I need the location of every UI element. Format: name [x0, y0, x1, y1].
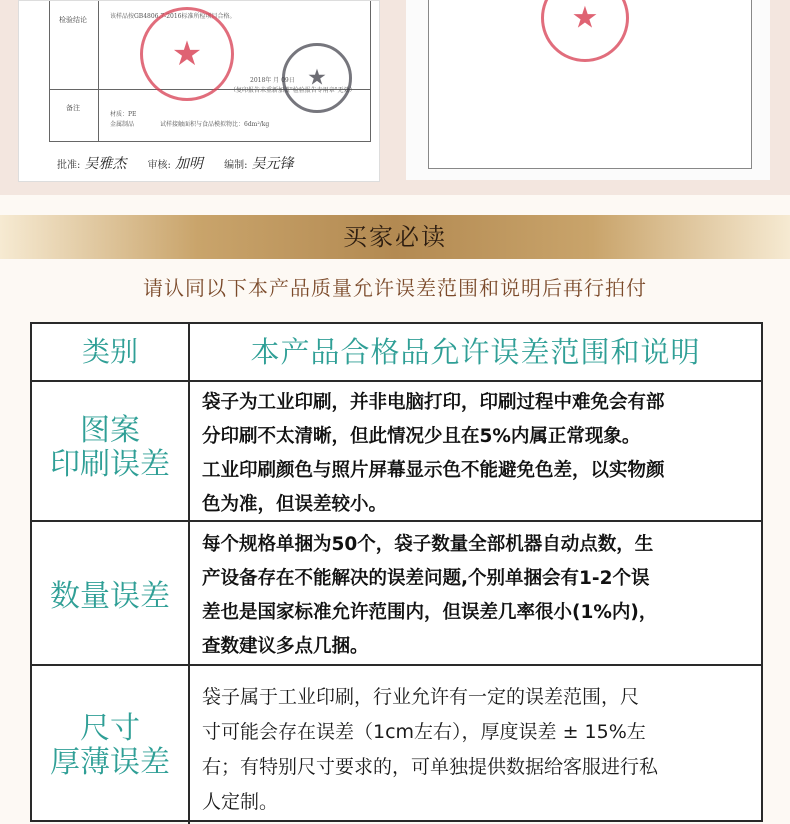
report-grid	[49, 1, 371, 142]
category-line: 图案	[80, 413, 140, 448]
banner-title: 买家必读	[343, 223, 447, 251]
description-line: 分印刷不太清晰，但此情况少且在5%内属正常现象。	[202, 426, 641, 447]
star-icon: ★	[307, 65, 327, 91]
grid-col-divider	[98, 1, 99, 141]
red-seal-stamp	[541, 0, 629, 62]
category-quantity	[32, 580, 188, 614]
description-pattern-printing	[202, 386, 762, 522]
remark-label: 备注	[66, 104, 80, 112]
header-category: 类别	[81, 335, 138, 368]
description-quantity	[202, 528, 762, 664]
description-line: 袋子属于工业印刷，行业允许有一定的误差范围，尺	[202, 686, 640, 708]
category-line: 厚薄误差	[50, 745, 170, 780]
description-line: 产设备存在不能解决的误差问题,个别单捆会有1-2个误	[202, 568, 650, 589]
description-line: 每个规格单捆为50个，袋子数量全部机器自动点数，生	[202, 534, 654, 555]
description-line: 袋子为工业印刷，并非电脑打印，印刷过程中难免会有部	[202, 392, 665, 413]
description-line: 差也是国家标准允许范围内，但误差几率很小(1%内)，	[202, 602, 658, 623]
approve-label: 批准:	[57, 160, 81, 171]
description-line: 寸可能会存在误差（1cm左右），厚度误差 ± 15%左	[202, 721, 646, 743]
inspection-seal-stamp	[282, 43, 352, 113]
second-report-page	[428, 0, 752, 169]
description-line: 人定制。	[202, 791, 279, 813]
category-pattern-printing	[32, 414, 188, 482]
remark-text-metal: 金属制品	[110, 121, 135, 128]
star-icon: ★	[571, 0, 599, 36]
certificate-scan-band	[0, 0, 790, 195]
description-line: 右；有特别尺寸要求的，可单独提供数据给客服进行私	[202, 756, 659, 778]
report-note: （复印报告未重新加盖"检验报告专用章"无效）	[230, 87, 356, 94]
conclusion-text: 该样品按GB4806.7-2016标准所检项目合格。	[110, 13, 236, 20]
category-line: 尺寸	[80, 711, 140, 746]
red-seal-stamp	[140, 7, 234, 101]
purchase-notice: 请认同以下本产品质量允许误差范围和说明后再行拍付	[143, 276, 647, 300]
edit-signature: 吴元锋	[251, 156, 294, 172]
table-row-divider	[32, 664, 761, 666]
approve-signature: 吴雅杰	[84, 156, 127, 172]
description-line: 工业印刷颜色与照片屏幕显示色不能避免色差，以实物颜	[202, 460, 665, 481]
tolerance-table	[30, 322, 763, 822]
remark-text-material: 材质：PE	[110, 111, 137, 118]
report-date: 2018年 月 09日	[250, 77, 295, 84]
inspection-report-scan	[18, 0, 380, 182]
category-line: 数量误差	[50, 579, 170, 614]
header-description: 本产品合格品允许误差范围和说明	[250, 335, 701, 369]
table-row-divider	[32, 380, 761, 382]
edit-label: 编制:	[224, 160, 248, 171]
table-column-divider	[188, 324, 190, 824]
review-label: 审核:	[147, 160, 171, 171]
second-report-scan	[406, 0, 770, 180]
description-size-thickness	[202, 680, 762, 820]
star-icon: ★	[171, 34, 203, 74]
description-line: 色为准，但误差较小。	[202, 494, 388, 515]
remark-text-ratio: 试样接触面积与食品模拟物比：6dm²/kg	[160, 121, 270, 128]
signature-row	[57, 153, 312, 173]
description-line: 查数建议多点几捆。	[202, 636, 369, 657]
conclusion-label: 检验结论	[59, 16, 87, 24]
review-signature: 加明	[174, 156, 203, 172]
category-size-thickness	[32, 712, 188, 780]
category-line: 印刷误差	[50, 447, 170, 482]
